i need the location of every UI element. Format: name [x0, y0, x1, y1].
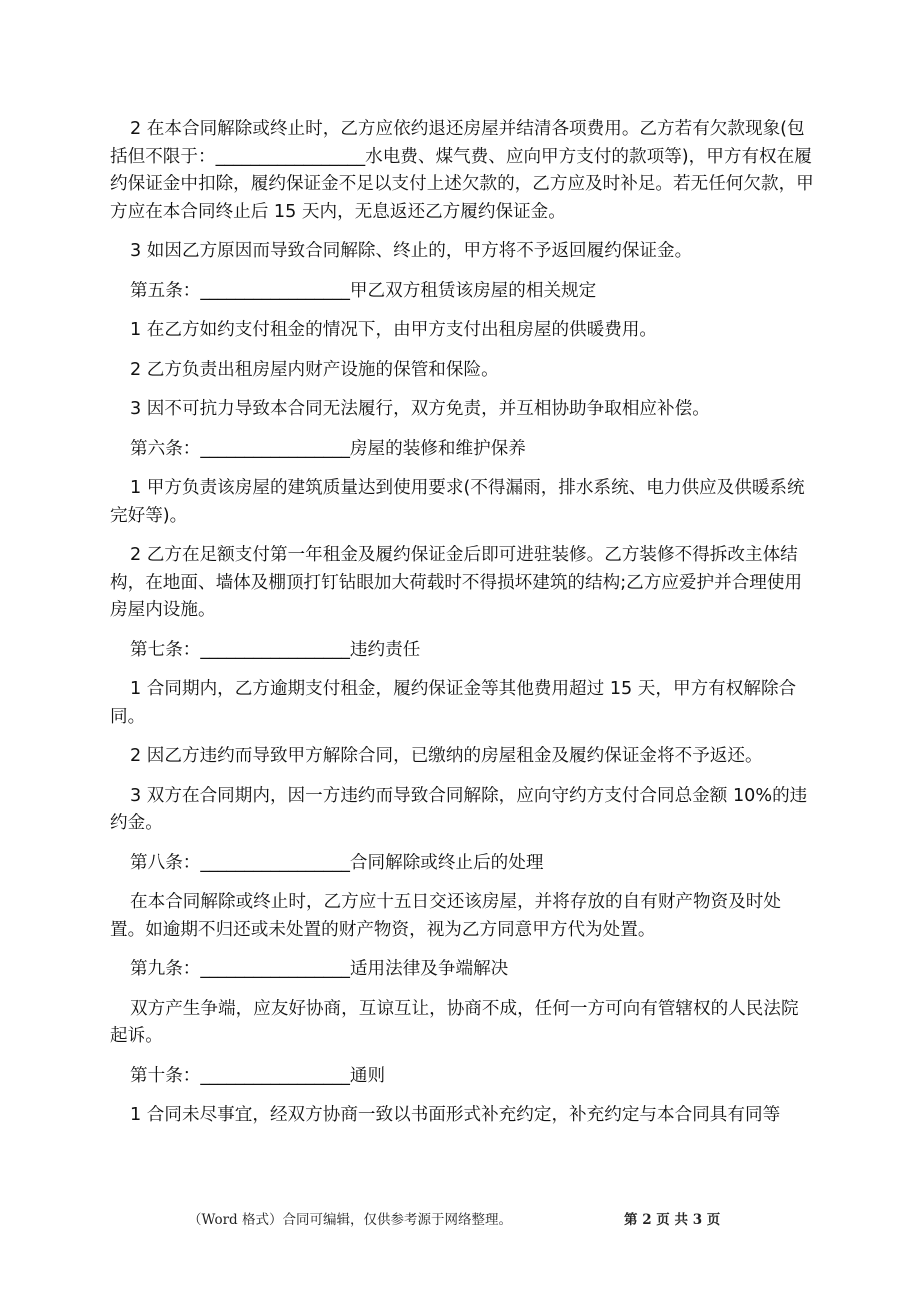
paragraph: 2 乙方负责出租房屋内财产设施的保管和保险。 [130, 359, 499, 380]
article-heading: 第六条：_________________房屋的装修和维护保养 [130, 438, 526, 459]
paragraph: 2 乙方在足额支付第一年租金及履约保证金后即可进驻装修。乙方装修不得拆改主体结构，在地面、墙体及棚顶打钉钻眼加大荷载时不得损坏建筑的结构;乙方应爱护并合理使用房屋内设施。 [110, 545, 803, 620]
paragraph: 1 合同期内，乙方逾期支付租金，履约保证金等其他费用超过 15 天，甲方有权解除合同。 [110, 679, 797, 727]
paragraph: 1 合同未尽事宜，经双方协商一致以书面形式补充约定，补充约定与本合同具有同等 [130, 1105, 781, 1125]
article-heading: 第十条：_________________通则 [130, 1065, 386, 1086]
paragraph: 3 双方在合同期内，因一方违约而导致合同解除，应向守约方支付合同总金额 10%的违约金。 [110, 785, 808, 833]
paragraph: 双方产生争端，应友好协商，互谅互让，协商不成，任何一方可向有管辖权的人民法院起诉。 [110, 998, 799, 1046]
article-heading: 第九条：_________________适用法律及争端解决 [130, 959, 509, 979]
article-heading: 第八条：_________________合同解除或终止后的处理 [130, 852, 544, 873]
page-number: 第 2 页 共 3 页 [624, 1212, 721, 1228]
paragraph: 1 在乙方如约支付租金的情况下，由甲方支付出租房屋的供暖费用。 [130, 320, 658, 340]
paragraph: 3 如因乙方原因而导致合同解除、终止的，甲方将不予返回履约保证金。 [130, 241, 693, 261]
paragraph: 1 甲方负责该房屋的建筑质量达到使用要求(不得漏雨，排水系统、电力供应及供暖系统完好等)。 [110, 478, 805, 526]
footer-note: （Word 格式）合同可编辑，仅供参考源于网络整理。 [188, 1212, 512, 1228]
paragraph: 3 因不可抗力导致本合同无法履行，双方免责，并互相协助争取相应补偿。 [130, 399, 710, 419]
article-heading: 第七条：_________________违约责任 [130, 639, 421, 660]
article-heading: 第五条：_________________甲乙双方租赁该房屋的相关规定 [130, 280, 597, 301]
paragraph: 2 在本合同解除或终止时，乙方应依约退还房屋并结清各项费用。乙方若有欠款现象(包括但不限于：_________________水电费、煤气费、应向甲方支付的款项等)，甲方有权在履约保证金中扣除，履约保证金不足以支付上述欠款的，乙方应及时补足。若无任何欠款，甲方应在本合同终止后 15 天内，无息返还乙方履约保证金。 [110, 119, 814, 222]
paragraph: 在本合同解除或终止时，乙方应十五日交还该房屋，并将存放的自有财产物资及时处置。如逾期不归还或未处置的财产物资，视为乙方同意甲方代为处置。 [110, 892, 781, 940]
contract-body [110, 116, 816, 1142]
paragraph: 2 因乙方违约而导致甲方解除合同，已缴纳的房屋租金及履约保证金将不予返还。 [130, 746, 763, 766]
